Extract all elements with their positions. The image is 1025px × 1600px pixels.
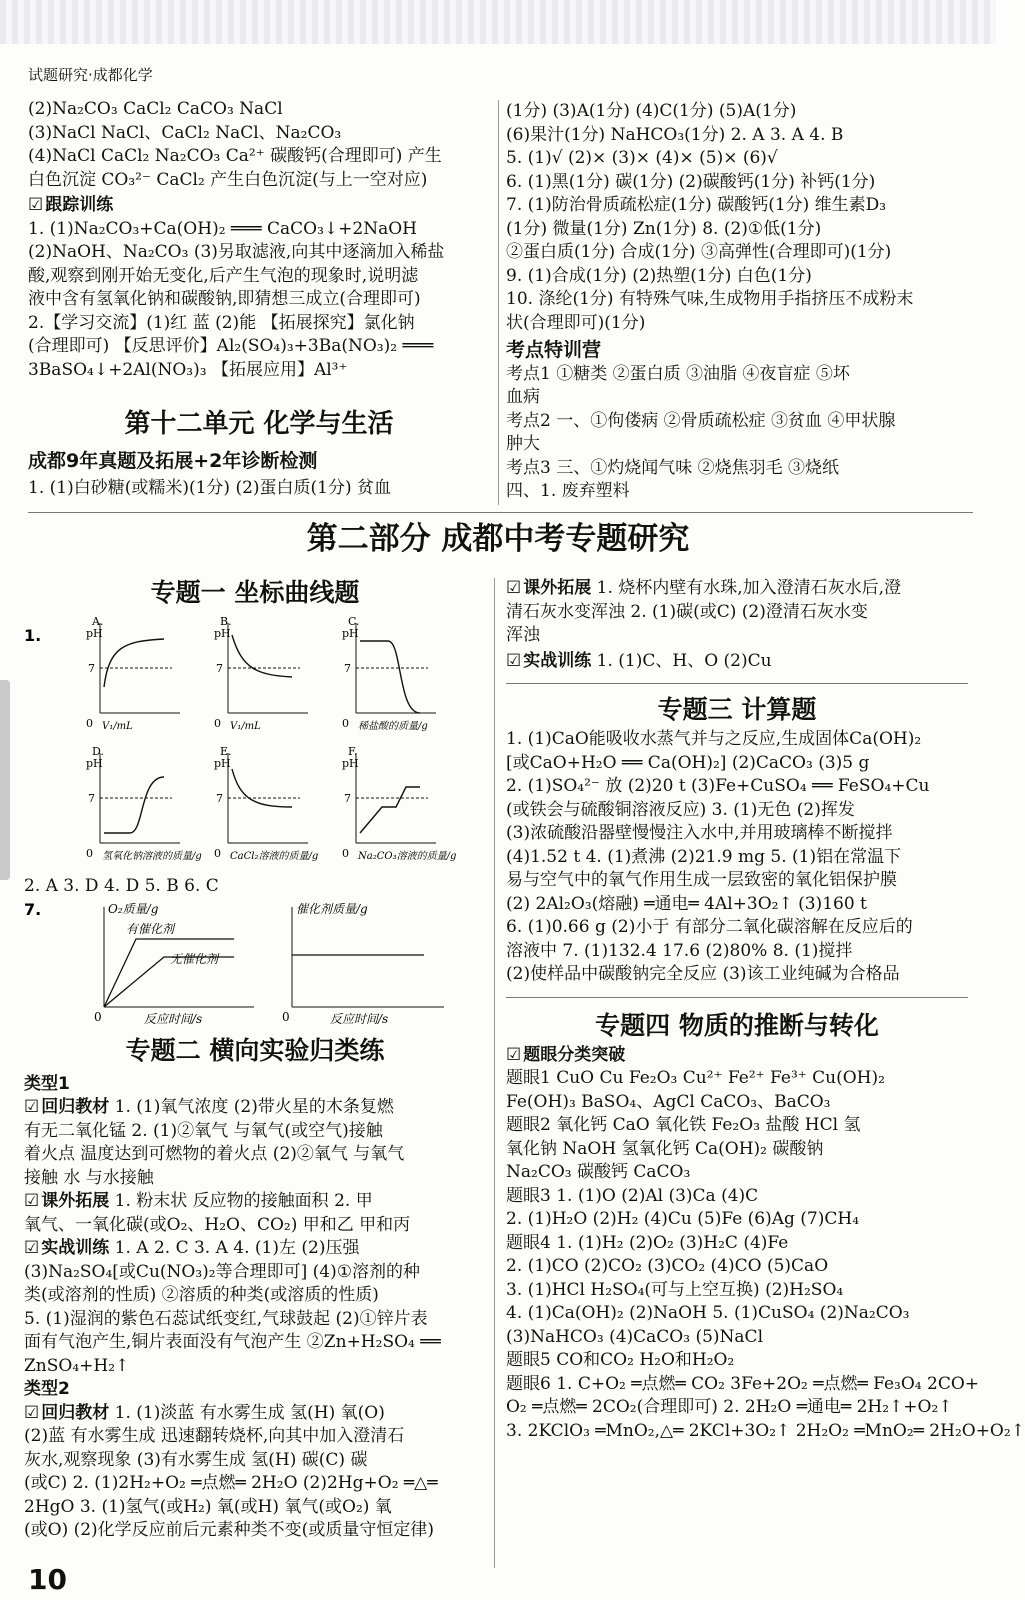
graph-x-label: V₁/mL [102,721,133,732]
extend-line: 浑浊 [506,625,540,645]
extend-text-0: 1. 烧杯内壁有水珠,加入澄清石灰水后,澄 [591,578,902,598]
type2-label: 类型2 [24,1379,70,1399]
practice-text: 1. (1)C、H、O (2)Cu [591,650,772,671]
graph-seven-label: 7 [344,662,351,675]
topic4-line: 3. 2KClO₃ ═MnO₂,△═ 2KCl+3O₂↑ 2H₂O₂ ═MnO₂═ 2H₂O+O₂↑ [506,1420,1025,1441]
graph-letter: A. [92,615,104,628]
topic3-line: (2)使样品中碳酸钠完全反应 (3)该工业纯碱为合格品 [506,964,900,984]
exercise-line [24,1190,486,1214]
exercise-text: 接触 水 与水接触 [24,1167,154,1188]
column-divider-bottom [494,578,495,1568]
topic4-line: 题眼1 CuO Cu Fe₂O₃ Cu²⁺ Fe²⁺ Fe³⁺ Cu(OH)₂ [506,1068,885,1088]
sub-heading: 成都9年真题及拓展+2年诊断检测 [28,450,318,472]
exercise-text: (2)蓝 有水雾生成 迅速翻转烧杯,向其中加入澄清石 [24,1426,405,1446]
topic3-title: 专题三 计算题 [657,695,817,724]
answer-line: (2)Na₂CO₃ CaCl₂ CaCO₃ NaCl [28,99,283,119]
bottom-left-column [24,575,486,1543]
exercise-line [24,1120,486,1144]
breakthrough-heading [506,1044,968,1068]
topic4-line: (3)NaHCO₃ (4)CaCO₃ (5)NaCl [506,1326,764,1347]
exercise-line [24,1308,486,1332]
graph-letter: D. [92,745,104,758]
practice-label: ☑ 实战训练 [506,650,591,674]
exercise-text: 灰水,观察现象 (3)有水雾生成 氢(H) 碳(C) 碳 [24,1449,368,1470]
topic4-line: 题眼2 氧化钙 CaO 氧化铁 Fe₂O₃ 盐酸 HCl 氢 [506,1115,861,1135]
graph-zero-label: 0 [214,847,221,860]
type2-lines [24,1402,486,1543]
tracking-label: ☑ 跟踪训练 [28,194,113,218]
graph-ph-label: pH [214,627,231,640]
graph-zero-label: 0 [86,717,93,730]
running-title: 试题研究·成都化学 [28,66,153,84]
graph-seven-label: 7 [216,662,223,675]
side-tab-marker [0,680,10,880]
graph-x-label: 稀盐酸的质量/g [358,721,428,732]
graph-seven-label: 7 [88,662,95,675]
topic1-answers: 2. A 3. D 4. D 5. B 6. C [24,876,219,896]
top-left-lines [28,98,490,192]
tracking-line: 3BaSO₄↓+2Al(NO₃)₃ 【拓展应用】Al³⁺ [28,359,348,380]
topic3-line: (2) 2Al₂O₃(熔融) ═通电═ 4Al+3O₂↑ (3)160 t [506,893,867,914]
tracking-lines [28,218,490,383]
camp-lines [506,363,968,504]
practice-line [506,650,968,674]
topic3-line: [或CaO+H₂O ══ Ca(OH)₂] (2)CaCO₃ (3)5 g [506,752,870,773]
tracking-line: 液中含有氢氧化钠和碳酸钠,即猜想三成立(合理即可) [28,289,421,309]
unit-title: 第十二单元 化学与生活 [124,409,394,439]
exercise-text: 1. (1)淡蓝 有水雾生成 氢(H) 氧(O) [109,1402,385,1423]
exercise-text: (或O) (2)化学反应前后元素种类不变(或质量守恒定律) [24,1520,434,1540]
graph-zero-label: 0 [86,847,93,860]
top-right-lines [506,100,968,335]
bottom-right-column [506,577,1025,1443]
tracking-line: 酸,观察到刚开始无变化,后产生气泡的现象时,说明滤 [28,265,419,286]
graph-letter: F. [348,745,358,758]
answer-line: 状(合理即可)(1分) [506,312,646,333]
graph-ph-label: pH [342,627,359,640]
column-divider-top [498,100,499,505]
exercise-line [24,1096,486,1120]
topic4-line: 4. (1)Ca(OH)₂ (2)NaOH 5. (1)CuSO₄ (2)Na₂CO₃ [506,1303,910,1323]
answer-line: 5. (1)√ (2)× (3)× (4)× (5)× (6)√ [506,148,778,168]
exercise-text: 有无二氧化锰 2. (1)②氧气 与氧气(或空气)接触 [24,1120,383,1141]
graph-ph-label: pH [86,757,103,770]
graph-ph-label: pH [86,627,103,640]
exercise-text: (或C) 2. (1)2H₂+O₂ ═点燃═ 2H₂O (2)2Hg+O₂ ═△═ [24,1473,438,1493]
topic4-line: 题眼3 1. (1)O (2)Al (3)Ca (4)C [506,1185,759,1206]
graph-x-label: CaCl₂溶液的质量/g [230,851,319,862]
exercise-line [24,1143,486,1167]
topic1-title: 专题一 坐标曲线题 [150,578,360,607]
topic2-title: 专题二 横向实验归类练 [125,1035,385,1065]
graph-letter: C. [348,615,360,628]
exercise-line [24,1355,486,1379]
q7-left-x-label: 反应时间/s [144,1011,203,1026]
q7-left-zero: 0 [94,1009,102,1024]
exercise-text: 5. (1)湿润的紫色石蕊试纸变红,气球鼓起 (2)①锌片表 [24,1308,428,1329]
exercise-text: 1. (1)氧气浓度 (2)带火星的木条复燃 [109,1097,394,1117]
answer-line: 白色沉淀 CO₃²⁻ CaCl₂ 产生白色沉淀(与上一空对应) [28,169,428,190]
exercise-text: ZnSO₄+H₂↑ [24,1355,130,1376]
camp-title: 考点特训营 [506,339,602,361]
q7-catalyst-label: 有催化剂 [126,921,175,936]
graph-letter: E. [220,745,232,758]
graph-curve [232,635,292,677]
graph-curve [232,769,292,807]
extend-first-line [506,577,968,601]
camp-line: 考点1 ①糖类 ②蛋白质 ③油脂 ④夜盲症 ⑤坏 [506,363,850,384]
answer-line: (3)NaCl NaCl、CaCl₂ NaCl、Na₂CO₃ [28,122,342,143]
answer-line: 7. (1)防治骨质疏松症(1分) 碳酸钙(1分) 维生素D₃ [506,195,887,215]
graph-x-label: Na₂CO₃溶液的质量/g [358,851,457,862]
type1-lines [24,1096,486,1378]
top-right-column [506,100,968,504]
extend-label: ☑ 课外拓展 [506,577,591,601]
q7-right-x-label: 反应时间/s [330,1011,389,1026]
graph-curve [104,777,164,833]
topic4-line: 氧化钠 NaOH 氢氧化钙 Ca(OH)₂ 碳酸钠 [506,1138,824,1159]
answer-line: 10. 涤纶(1分) 有特殊气味,生成物用手指挤压不成粉末 [506,289,914,309]
camp-line: 血病 [506,387,540,407]
camp-line: 考点3 三、①灼烧闻气味 ②烧焦羽毛 ③烧纸 [506,457,840,478]
section-tag: ☑ 回归教材 [24,1096,109,1120]
tracking-line: (合理即可) 【反思评价】Al₂(SO₄)₃+3Ba(NO₃)₂ ═══ [28,336,434,356]
exercise-line [24,1496,486,1520]
topic3-line: 2. (1)SO₄²⁻ 放 (2)20 t (3)Fe+CuSO₄ ══ FeSO₄+Cu [506,776,930,796]
graph-zero-label: 0 [214,717,221,730]
topic4-line: Fe(OH)₃ BaSO₄、AgCl CaCO₃、BaCO₃ [506,1091,831,1112]
q7-right-zero: 0 [282,1009,290,1024]
section-tag: ☑ 实战训练 [24,1237,109,1261]
topic3-line: 6. (1)0.66 g (2)小于 有部分二氧化碳溶解在反应后的 [506,917,913,937]
tracking-line: 1. (1)Na₂CO₃+Ca(OH)₂ ═══ CaCO₃↓+2NaOH [28,218,418,239]
topic4-lines [506,1067,1025,1443]
graph-ph-label: pH [214,757,231,770]
graph-ph-label: pH [342,757,359,770]
topic3-lines [506,728,968,987]
exercise-text: 类(或溶剂的性质) ②溶质的种类(或溶质的性质) [24,1285,379,1305]
section-tag: ☑ 课外拓展 [24,1190,109,1214]
part-title: 第二部分 成都中考专题研究 [306,521,690,557]
tracking-line: (2)NaOH、Na₂CO₃ (3)另取滤液,向其中逐滴加入稀盐 [28,242,445,262]
topic3-line: (或铁会与硫酸铜溶液反应) 3. (1)无色 (2)挥发 [506,799,855,820]
exercise-line [24,1402,486,1426]
topic4-line: 3. (1)HCl H₂SO₄(可与上空互换) (2)H₂SO₄ [506,1279,844,1300]
graph-curve [104,639,164,687]
topic3-line: 1. (1)CaO能吸收水蒸气并与之反应,生成固体Ca(OH)₂ [506,729,922,749]
exercise-line [24,1331,486,1355]
exercise-text: 着火点 温度达到可燃物的着火点 (2)②氧气 与氧气 [24,1144,405,1164]
answer-line: (6)果汁(1分) NaHCO₃(1分) 2. A 3. A 4. B [506,124,844,145]
graph-zero-label: 0 [342,717,349,730]
exercise-line [24,1214,486,1238]
answer-line: ②蛋白质(1分) 合成(1分) ③高弹性(合理即可)(1分) [506,242,892,262]
rule-above-part [28,512,973,513]
exercise-text: (3)Na₂SO₄[或Cu(NO₃)₂等合理即可] (4)①溶剂的种 [24,1261,420,1282]
breakthrough-label: ☑ 题眼分类突破 [506,1044,625,1068]
top-left-column [28,98,490,500]
exercise-text: 面有气泡产生,铜片表面没有气泡产生 ②Zn+H₂SO₄ ══ [24,1332,441,1352]
section-tag: ☑ 回归教材 [24,1402,109,1426]
topic3-line: (4)1.52 t 4. (1)煮沸 (2)21.9 mg 5. (1)铝在常温下 [506,846,902,867]
rule-above-topic3 [506,683,968,684]
page-number: 10 [28,1563,67,1596]
camp-line: 肿大 [506,434,540,454]
graph-x-label: 氢氧化钠溶液的质量/g [102,851,202,862]
topic1-graphs [24,611,486,871]
camp-line: 四、1. 废弃塑料 [506,481,630,501]
q7-label: 7. [24,899,42,919]
exercise-line [24,1425,486,1449]
answer-line: (1分) (3)A(1分) (4)C(1分) (5)A(1分) [506,101,797,121]
topic4-line: Na₂CO₃ 碳酸钙 CaCO₃ [506,1162,691,1182]
type1-label: 类型1 [24,1073,70,1094]
top-decorative-bar [0,0,996,44]
q7-left-y-label: O₂质量/g [108,901,159,916]
exercise-text: 氧气、一氧化碳(或O₂、H₂O、CO₂) 甲和乙 甲和丙 [24,1214,411,1235]
graph-x-label: V₁/mL [230,721,261,732]
graph-seven-label: 7 [344,792,351,805]
answer-line: (1分) 微量(1分) Zn(1分) 8. (2)①低(1分) [506,218,822,239]
extend-line: 清石灰水变浑浊 2. (1)碳(或C) (2)澄清石灰水变 [506,601,868,622]
graph-zero-label: 0 [342,847,349,860]
answer-line: 6. (1)黑(1分) 碳(1分) (2)碳酸钙(1分) 补钙(1分) [506,171,876,192]
topic3-line: (3)浓硫酸沿器壁慢慢注入水中,并用玻璃棒不断搅拌 [506,823,893,843]
answer-line: 1. (1)白砂糖(或糯米)(1分) (2)蛋白质(1分) 贫血 [28,477,392,498]
topic4-line: O₂ ═点燃═ 2CO₂(合理即可) 2. 2H₂O ═通电═ 2H₂↑+O₂↑ [506,1397,953,1417]
exercise-text: 1. A 2. C 3. A 4. (1)左 (2)压强 [109,1238,360,1258]
graph-seven-label: 7 [88,792,95,805]
topic4-line: 2. (1)H₂O (2)H₂ (4)Cu (5)Fe (6)Ag (7)CH₄ [506,1209,860,1229]
exercise-text: 1. 粉末状 反应物的接触面积 2. 甲 [109,1191,373,1211]
topic4-line: 题眼5 CO和CO₂ H₂O和H₂O₂ [506,1350,735,1370]
graph-curve [360,787,420,833]
graph-letter: B. [220,615,232,628]
rule-above-topic4 [506,997,968,998]
exercise-line [24,1472,486,1496]
q7-no-catalyst-label: 无催化剂 [170,951,219,966]
q1-label: 1. [24,626,42,645]
topic4-line: 2. (1)CO (2)CO₂ (3)CO₂ (4)CO (5)CaO [506,1256,829,1276]
q7-right-y-label: 催化剂质量/g [296,901,368,916]
exercise-line [24,1519,486,1543]
camp-line: 考点2 一、①佝偻病 ②骨质疏松症 ③贫血 ④甲状腺 [506,410,896,431]
exercise-line [24,1167,486,1191]
answer-line: (4)NaCl CaCl₂ Na₂CO₃ Ca²⁺ 碳酸钙(合理即可) 产生 [28,146,442,166]
exercise-line [24,1284,486,1308]
exercise-line [24,1237,486,1261]
topic1-q7-graphs [24,899,486,1025]
exercise-line [24,1261,486,1285]
topic4-line: 题眼6 1. C+O₂ ═点燃═ CO₂ 3Fe+2O₂ ═点燃═ Fe₃O₄ 2CO+ [506,1373,980,1394]
topic4-line: 题眼4 1. (1)H₂ (2)O₂ (3)H₂C (4)Fe [506,1232,789,1253]
graph-seven-label: 7 [216,792,223,805]
exercise-text: 2HgO 3. (1)氢气(或H₂) 氧(或H) 氧气(或O₂) 氧 [24,1496,392,1517]
exercise-line [24,1449,486,1473]
tracking-line: 2.【学习交流】(1)红 蓝 (2)能 【拓展探究】氯化钠 [28,312,415,333]
topic3-line: 溶液中 7. (1)132.4 17.6 (2)80% 8. (1)搅拌 [506,940,853,961]
tracking-heading [28,194,490,218]
q7-curve-catalyst [104,939,234,1007]
topic4-title: 专题四 物质的推断与转化 [595,1010,879,1040]
graph-curve [360,641,420,713]
answer-line: 9. (1)合成(1分) (2)热塑(1分) 白色(1分) [506,265,812,286]
topic3-line: 易与空气中的氧气作用生成一层致密的氧化铝保护膜 [506,870,897,890]
